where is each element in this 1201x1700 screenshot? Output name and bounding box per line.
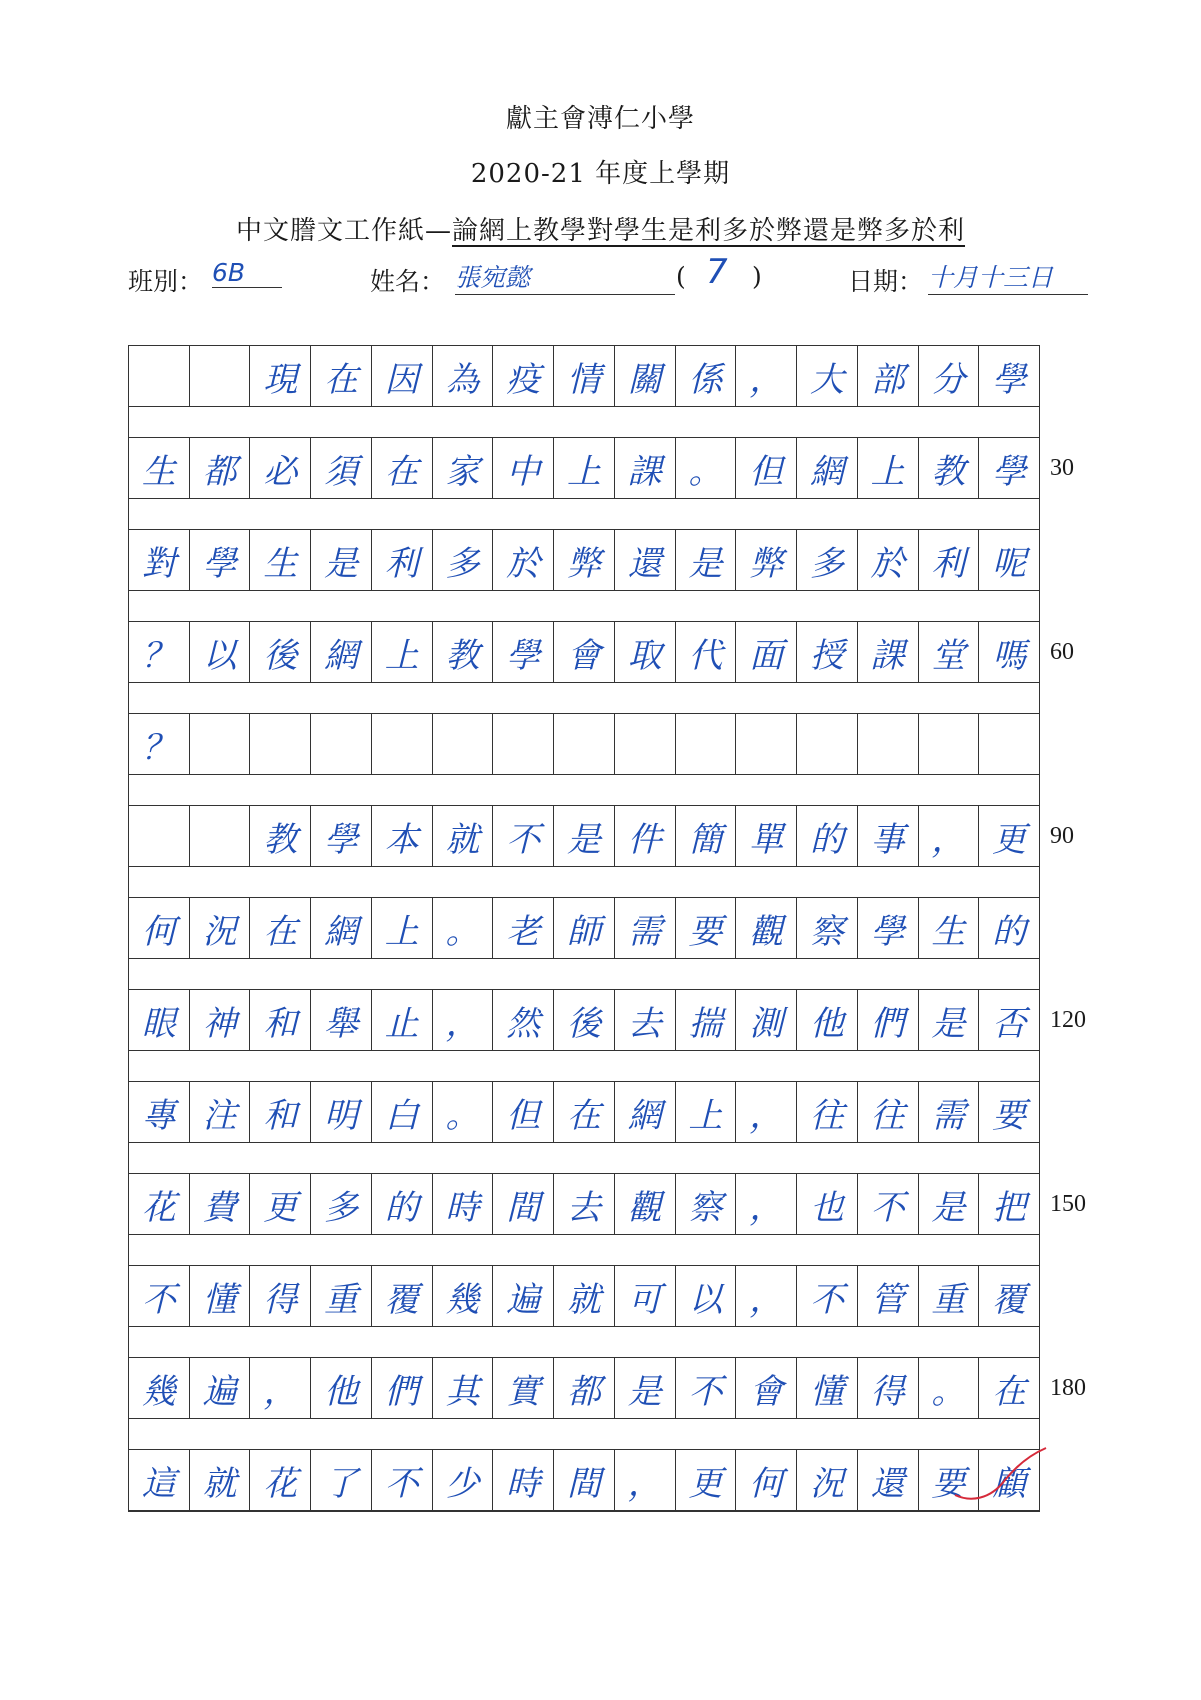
grid-cell: 但 <box>493 1082 554 1142</box>
grid-cell: ， <box>736 1082 797 1142</box>
grid-cell: 重 <box>919 1266 980 1326</box>
grid-cell: 的 <box>797 806 858 866</box>
grid-cells <box>128 1265 1040 1327</box>
grid-row <box>128 1357 1086 1449</box>
grid-cell: 去 <box>554 1174 615 1234</box>
grid-cell: 在 <box>250 898 311 958</box>
grid-cell: 但 <box>736 438 797 498</box>
grid-cell: 往 <box>858 1082 919 1142</box>
grid-cell: 何 <box>736 1450 797 1510</box>
grid-cell: 幾 <box>129 1358 190 1418</box>
grid-cell: 不 <box>676 1358 737 1418</box>
grid-cell: 利 <box>919 530 980 590</box>
grid-cell: 大 <box>797 346 858 406</box>
number-open-paren: ( <box>676 262 686 291</box>
grid-row <box>128 345 1040 437</box>
grid-cell <box>676 714 737 774</box>
grid-cell: 其 <box>433 1358 494 1418</box>
grid-cell: 是 <box>615 1358 676 1418</box>
grid-gap <box>128 1143 1040 1173</box>
grid-cell: 網 <box>311 622 372 682</box>
grid-cell <box>311 714 372 774</box>
grid-cells <box>128 805 1040 867</box>
grid-cell: 注 <box>190 1082 251 1142</box>
grid-cell: ， <box>736 1266 797 1326</box>
grid-cell: 就 <box>433 806 494 866</box>
grid-cell: 上 <box>372 898 433 958</box>
grid-row <box>128 437 1074 529</box>
grid-row <box>128 1173 1086 1265</box>
grid-cell: 學 <box>992 451 1027 492</box>
grid-cell: 網 <box>615 1082 676 1142</box>
grid-cell: 是 <box>919 1174 980 1234</box>
grid-row <box>128 1081 1040 1173</box>
grid-cell: 幾 <box>433 1266 494 1326</box>
word-count-marker: 120 <box>1050 1007 1086 1033</box>
grid-cell: ， <box>615 1450 676 1510</box>
grid-cell: 簡 <box>676 806 737 866</box>
grid-cell: 關 <box>615 346 676 406</box>
grid-cell: ？ <box>129 622 190 682</box>
grid-cell: 於 <box>493 530 554 590</box>
grid-cell: 是 <box>554 806 615 866</box>
grid-cell: 況 <box>797 1450 858 1510</box>
grid-cell: 為 <box>433 346 494 406</box>
grid-cell: 懂 <box>797 1358 858 1418</box>
grid-row <box>128 621 1074 713</box>
grid-cell: 弊 <box>554 530 615 590</box>
grid-cell: 師 <box>554 898 615 958</box>
grid-row <box>128 1265 1040 1357</box>
grid-gap <box>128 959 1040 989</box>
grid-cell: 。 <box>433 898 494 958</box>
grid-cell: 面 <box>736 622 797 682</box>
grid-cell: 測 <box>736 990 797 1050</box>
grid-cell: 不 <box>797 1266 858 1326</box>
grid-cell: 去 <box>615 990 676 1050</box>
grid-cells <box>128 989 1040 1051</box>
grid-cell: 必 <box>250 438 311 498</box>
grid-cell: 多 <box>433 530 494 590</box>
grid-cell: 們 <box>372 1358 433 1418</box>
grid-cell: 呢 <box>992 543 1027 584</box>
grid-cell: 還 <box>858 1450 919 1510</box>
student-number: 7 <box>706 252 728 292</box>
grid-cell <box>129 346 190 406</box>
grid-gap <box>128 1511 1040 1541</box>
class-label: 班別： <box>128 267 204 296</box>
grid-cell: 不 <box>129 1266 190 1326</box>
grid-cell <box>554 714 615 774</box>
grid-cell: 的 <box>992 911 1027 952</box>
grid-cell: 家 <box>433 438 494 498</box>
grid-cell <box>493 714 554 774</box>
grid-cells <box>128 437 1040 499</box>
grid-cell: 生 <box>250 530 311 590</box>
grid-cell <box>190 346 251 406</box>
grid-cell: 得 <box>250 1266 311 1326</box>
grid-cell: 授 <box>797 622 858 682</box>
grid-gap <box>128 775 1040 805</box>
grid-gap <box>128 407 1040 437</box>
grid-gap <box>128 499 1040 529</box>
grid-cell <box>190 806 251 866</box>
word-count-marker: 60 <box>1050 639 1074 665</box>
grid-cell <box>372 714 433 774</box>
grid-cell: 教 <box>250 806 311 866</box>
grid-cell: ， <box>736 1174 797 1234</box>
grid-cells <box>128 1449 1040 1511</box>
grid-cell: 上 <box>676 1082 737 1142</box>
term-line: 2020-21 年度上學期 <box>470 159 731 189</box>
grid-cell: 更 <box>992 819 1027 860</box>
grid-cell: 上 <box>554 438 615 498</box>
grid-cell <box>797 714 858 774</box>
grid-cell: 不 <box>372 1450 433 1510</box>
grid-cell: 費 <box>190 1174 251 1234</box>
grid-cell: 部 <box>858 346 919 406</box>
grid-cell: 實 <box>493 1358 554 1418</box>
grid-cell: 觀 <box>615 1174 676 1234</box>
grid-cell: 分 <box>919 346 980 406</box>
date-label: 日期： <box>848 267 924 296</box>
grid-cell: 課 <box>615 438 676 498</box>
grid-cell <box>129 806 190 866</box>
grid-cell: 時 <box>493 1450 554 1510</box>
grid-cell: 不 <box>858 1174 919 1234</box>
grid-cell: 在 <box>372 438 433 498</box>
grid-cell: 網 <box>311 898 372 958</box>
grid-cell: 花 <box>250 1450 311 1510</box>
grid-cell: 堂 <box>919 622 980 682</box>
grid-cells <box>128 1173 1040 1235</box>
writing-grid <box>128 345 1086 1541</box>
grid-cell: 是 <box>676 530 737 590</box>
grid-cell: 疫 <box>493 346 554 406</box>
grid-cell: 是 <box>311 530 372 590</box>
grid-cell: 還 <box>615 530 676 590</box>
grid-cell: 在 <box>554 1082 615 1142</box>
grid-cell: 生 <box>919 898 980 958</box>
grid-cell: 花 <box>129 1174 190 1234</box>
grid-cell: 更 <box>676 1450 737 1510</box>
grid-cell: 教 <box>919 438 980 498</box>
grid-cell: 覆 <box>372 1266 433 1326</box>
grid-cell: 遍 <box>493 1266 554 1326</box>
grid-cell: 會 <box>736 1358 797 1418</box>
grid-gap <box>128 1327 1040 1357</box>
grid-cell: 弊 <box>736 530 797 590</box>
grid-cell: 覆 <box>992 1279 1027 1320</box>
grid-cell: 情 <box>554 346 615 406</box>
grid-cell: 況 <box>190 898 251 958</box>
grid-cell <box>858 714 919 774</box>
grid-cell: 於 <box>858 530 919 590</box>
grid-cell: 上 <box>372 622 433 682</box>
grid-cell: 把 <box>992 1187 1027 1228</box>
grid-cell: 對 <box>129 530 190 590</box>
grid-cell: 觀 <box>736 898 797 958</box>
grid-cell: 可 <box>615 1266 676 1326</box>
grid-cell: 取 <box>615 622 676 682</box>
grid-cell: ？ <box>129 714 190 774</box>
word-count-marker: 150 <box>1050 1191 1086 1217</box>
grid-cell: 都 <box>190 438 251 498</box>
grid-cell: 件 <box>615 806 676 866</box>
grid-cell: 生 <box>129 438 190 498</box>
grid-gap <box>128 1235 1040 1265</box>
grid-cell: 得 <box>858 1358 919 1418</box>
grid-cell: 後 <box>250 622 311 682</box>
grid-row <box>128 989 1086 1081</box>
word-count-marker: 180 <box>1050 1375 1086 1401</box>
grid-cell: 懂 <box>190 1266 251 1326</box>
grid-cell: 本 <box>372 806 433 866</box>
grid-row <box>128 1449 1040 1541</box>
grid-cell: 會 <box>554 622 615 682</box>
grid-cell: 眼 <box>129 990 190 1050</box>
grid-cell: 的 <box>372 1174 433 1234</box>
grid-cell <box>615 714 676 774</box>
grid-cell: 現 <box>250 346 311 406</box>
grid-cell: 教 <box>433 622 494 682</box>
grid-row <box>128 897 1040 989</box>
grid-cell: 少 <box>433 1450 494 1510</box>
grid-cell: 。 <box>919 1358 980 1418</box>
grid-cell: 嗎 <box>992 635 1027 676</box>
grid-cell <box>979 714 1039 774</box>
grid-cell: 專 <box>129 1082 190 1142</box>
school-name: 獻主會溥仁小學 <box>505 104 695 134</box>
grid-row <box>128 805 1074 897</box>
grid-cell: ， <box>919 806 980 866</box>
grid-cell: 需 <box>919 1082 980 1142</box>
grid-cell: 明 <box>311 1082 372 1142</box>
grid-cell: 要 <box>919 1450 980 1510</box>
grid-gap <box>128 683 1040 713</box>
grid-row <box>128 713 1040 805</box>
grid-cell: 時 <box>433 1174 494 1234</box>
grid-cell: 代 <box>676 622 737 682</box>
grid-cell: 間 <box>493 1174 554 1234</box>
grid-cells <box>128 621 1040 683</box>
grid-cell: 老 <box>493 898 554 958</box>
grid-cell: 學 <box>992 359 1027 400</box>
grid-gap <box>128 867 1040 897</box>
grid-cell: 單 <box>736 806 797 866</box>
name-value: 張宛懿 <box>455 258 675 295</box>
word-count-marker: 30 <box>1050 455 1074 481</box>
word-count-marker: 90 <box>1050 823 1074 849</box>
grid-cell: 就 <box>554 1266 615 1326</box>
grid-cell: 學 <box>190 530 251 590</box>
grid-cell: 後 <box>554 990 615 1050</box>
grid-cell: 往 <box>797 1082 858 1142</box>
grid-cell: 事 <box>858 806 919 866</box>
grid-cell: 否 <box>992 1003 1027 1044</box>
grid-cell: 神 <box>190 990 251 1050</box>
grid-cell: 多 <box>311 1174 372 1234</box>
grid-cells <box>128 529 1040 591</box>
grid-cell: 學 <box>311 806 372 866</box>
date-value: 十月十三日 <box>928 258 1088 295</box>
grid-gap <box>128 1419 1040 1449</box>
grid-cell: 。 <box>433 1082 494 1142</box>
red-check-mark <box>950 1440 1050 1510</box>
grid-cell: 多 <box>797 530 858 590</box>
grid-cell: 以 <box>190 622 251 682</box>
grid-cell: 他 <box>311 1358 372 1418</box>
grid-cell <box>250 714 311 774</box>
grid-cell: 不 <box>493 806 554 866</box>
grid-cell: 白 <box>372 1082 433 1142</box>
grid-cell: 因 <box>372 346 433 406</box>
grid-cell: 就 <box>190 1450 251 1510</box>
grid-cell: 利 <box>372 530 433 590</box>
grid-cell <box>736 714 797 774</box>
grid-row <box>128 529 1040 621</box>
title-prefix: 中文謄文工作紙— <box>235 216 452 246</box>
grid-cell: 係 <box>676 346 737 406</box>
grid-cell: 上 <box>858 438 919 498</box>
grid-cell: 學 <box>858 898 919 958</box>
grid-cell: ， <box>736 346 797 406</box>
worksheet-title <box>0 210 1201 247</box>
grid-cells <box>128 897 1040 959</box>
grid-cell: 課 <box>858 622 919 682</box>
grid-cell: ， <box>433 990 494 1050</box>
class-value: 6B <box>212 258 282 288</box>
grid-cell: 察 <box>676 1174 737 1234</box>
grid-cell: 和 <box>250 990 311 1050</box>
grid-cells <box>128 713 1040 775</box>
grid-cell: 察 <box>797 898 858 958</box>
grid-cell: 在 <box>311 346 372 406</box>
grid-cell: 何 <box>129 898 190 958</box>
grid-cell: 學 <box>493 622 554 682</box>
grid-cell: 們 <box>858 990 919 1050</box>
grid-cell: 網 <box>797 438 858 498</box>
grid-cell: 中 <box>493 438 554 498</box>
grid-cell <box>190 714 251 774</box>
grid-cell: 重 <box>311 1266 372 1326</box>
grid-cell: 和 <box>250 1082 311 1142</box>
grid-cell: 止 <box>372 990 433 1050</box>
grid-cell: 是 <box>919 990 980 1050</box>
grid-gap <box>128 591 1040 621</box>
grid-cell <box>433 714 494 774</box>
grid-cell: 需 <box>615 898 676 958</box>
grid-cell: 要 <box>676 898 737 958</box>
grid-cell: 在 <box>992 1371 1027 1412</box>
grid-cell: ， <box>250 1358 311 1418</box>
number-close-paren: ) <box>752 262 762 291</box>
grid-cell: 以 <box>676 1266 737 1326</box>
grid-cell: 揣 <box>676 990 737 1050</box>
grid-cell: 他 <box>797 990 858 1050</box>
grid-cell: 遍 <box>190 1358 251 1418</box>
grid-cell: 。 <box>676 438 737 498</box>
grid-cell: 須 <box>311 438 372 498</box>
grid-cells <box>128 1357 1040 1419</box>
grid-cells <box>128 345 1040 407</box>
grid-cell: 管 <box>858 1266 919 1326</box>
grid-cell <box>919 714 980 774</box>
grid-cell: 間 <box>554 1450 615 1510</box>
grid-cell: 更 <box>250 1174 311 1234</box>
grid-cell: 顧 <box>992 1463 1027 1504</box>
title-topic: 論網上教學對學生是利多於弊還是弊多於利 <box>452 216 966 246</box>
grid-gap <box>128 1051 1040 1081</box>
grid-cell: 了 <box>311 1450 372 1510</box>
grid-cell: 也 <box>797 1174 858 1234</box>
grid-cells <box>128 1081 1040 1143</box>
grid-cell: 然 <box>493 990 554 1050</box>
grid-cell: 舉 <box>311 990 372 1050</box>
name-label: 姓名： <box>370 267 446 296</box>
grid-cell: 都 <box>554 1358 615 1418</box>
grid-cell: 這 <box>129 1450 190 1510</box>
grid-cell: 要 <box>992 1095 1027 1136</box>
